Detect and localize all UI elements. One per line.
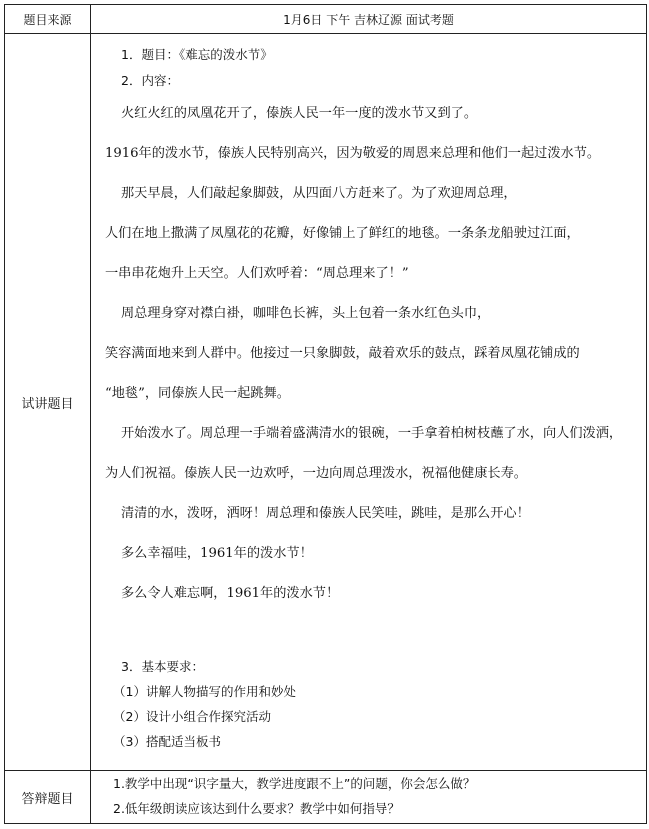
passage-paragraph-8: 多么令人难忘啊，1961年的泼水节！ — [121, 586, 340, 601]
source-row — [5, 5, 647, 34]
requirements-label: 3．基本要求： — [121, 659, 204, 674]
passage-paragraph-4-line-2: 笑容满面地来到人群中。他接过一只象脚鼓，敲着欢乐的鼓点，踩着凤凰花铺成的 — [105, 346, 580, 361]
passage-paragraph-7: 多么幸福哇，1961年的泼水节！ — [121, 546, 313, 561]
defense-content — [91, 771, 647, 824]
spacer — [91, 614, 646, 654]
lecture-label: 试讲题目 — [5, 34, 91, 771]
passage-paragraph-6: 清清的水，泼呀，洒呀！周总理和傣族人民笑哇，跳哇，是那么开心！ — [121, 506, 530, 521]
requirement-item: （2）设计小组合作探究活动 — [113, 709, 271, 724]
passage-paragraph-5-line-1: 开始泼水了。周总理一手端着盛满清水的银碗，一手拿着柏树枝蘸了水，向人们泼洒， — [121, 426, 623, 441]
requirement-item: （1）讲解人物描写的作用和妙处 — [113, 684, 296, 699]
defense-row — [5, 771, 647, 824]
passage-paragraph-4-line-3: “地毯”，同傣族人民一起跳舞。 — [105, 386, 290, 401]
exam-table — [4, 4, 647, 824]
passage-paragraph-3-line-2: 人们在地上撒满了凤凰花的花瓣，好像铺上了鲜红的地毯。一条条龙船驶过江面， — [105, 226, 580, 241]
defense-question: 1.教学中出现“识字量大，教学进度跟不上”的问题，你会怎么做？ — [113, 776, 476, 791]
content-label: 2．内容： — [121, 73, 179, 88]
passage-paragraph-2: 1916年的泼水节，傣族人民特别高兴，因为敬爱的周恩来总理和他们一起过泼水节。 — [105, 146, 601, 161]
passage-paragraph-3-line-3: 一串串花炮升上天空。人们欢呼着：“周总理来了！” — [105, 266, 409, 281]
lecture-content — [91, 34, 647, 771]
passage-paragraph-3-line-1: 那天早晨，人们敲起象脚鼓，从四面八方赶来了。为了欢迎周总理， — [121, 186, 517, 201]
defense-label: 答辩题目 — [5, 771, 91, 824]
passage-paragraph-1: 火红火红的凤凰花开了，傣族人民一年一度的泼水节又到了。 — [121, 106, 478, 121]
requirement-item: （3）搭配适当板书 — [113, 734, 221, 749]
lecture-title: 1．题目：《难忘的泼水节》 — [121, 47, 273, 62]
passage-paragraph-4-line-1: 周总理身穿对襟白褂，咖啡色长裤，头上包着一条水红色头巾， — [121, 306, 491, 321]
source-label: 题目来源 — [5, 5, 91, 34]
passage-paragraph-5-line-2: 为人们祝福。傣族人民一边欢呼，一边向周总理泼水，祝福他健康长寿。 — [105, 466, 527, 481]
lecture-row — [5, 34, 647, 771]
source-value: 1月6日 下午 吉林辽源 面试考题 — [91, 5, 647, 34]
defense-question: 2.低年级朗读应该达到什么要求？教学中如何指导？ — [113, 801, 400, 816]
